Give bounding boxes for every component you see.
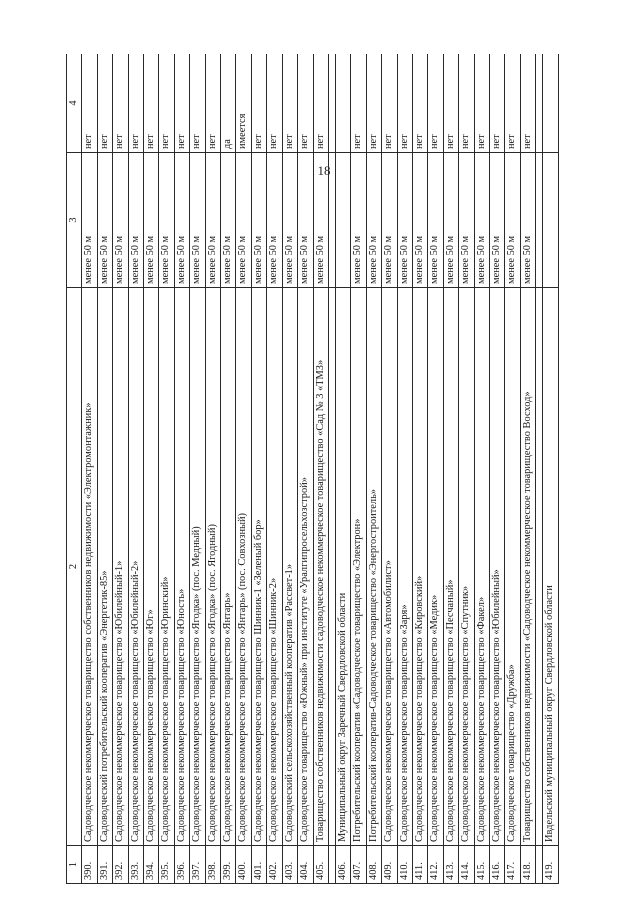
- row-name-cell: Муниципальный округ Заречный Свердловской области: [335, 288, 350, 846]
- row-availability-cell: нет: [205, 54, 220, 153]
- row-number-cell: 408.: [366, 846, 381, 884]
- row-name-cell: Садоводческое некоммерческое товарищество собственников недвижимости «Электромонтажник»: [82, 288, 97, 846]
- row-availability-cell: нет: [128, 54, 143, 153]
- row-number-cell: 399.: [221, 846, 236, 884]
- row-name-cell: Садоводческое некоммерческое товарищество «Юбилейный-1»: [113, 288, 128, 846]
- row-availability-cell: нет: [443, 54, 458, 153]
- separator-cell: [536, 153, 543, 288]
- row-availability-cell: нет: [520, 54, 535, 153]
- row-availability-cell: нет: [298, 54, 313, 153]
- row-name-cell: Садоводческое товарищество «Дружба»: [505, 288, 520, 846]
- row-availability-cell: нет: [267, 54, 282, 153]
- row-number-cell: 394.: [144, 846, 159, 884]
- row-number-cell: 390.: [82, 846, 97, 884]
- table-row: [366, 54, 381, 884]
- table-row: [267, 54, 282, 884]
- row-name-cell: Садоводческое некоммерческое товарищество «Кировский»: [412, 288, 427, 846]
- table-row: [128, 54, 143, 884]
- row-availability-cell: нет: [251, 54, 266, 153]
- table-row: [174, 54, 189, 884]
- row-name-cell: Садоводческий потребительский кооператив «Энергетик-85»: [97, 288, 112, 846]
- row-number-cell: 410.: [397, 846, 412, 884]
- row-availability-cell: нет: [97, 54, 112, 153]
- row-number-cell: 396.: [174, 846, 189, 884]
- row-distance-cell: менее 50 м: [298, 153, 313, 288]
- row-name-cell: Садоводческое некоммерческое товарищество «Янтарь» (пос. Совхозный): [236, 288, 251, 846]
- separator-cell: [328, 54, 335, 153]
- separator-cell: [536, 288, 543, 846]
- row-distance-cell: менее 50 м: [313, 153, 328, 288]
- separator-cell: [328, 846, 335, 884]
- table-row: [313, 54, 328, 884]
- table-row: [428, 54, 443, 884]
- table-row: [236, 54, 251, 884]
- row-availability-cell: нет: [474, 54, 489, 153]
- row-availability-cell: имеется: [236, 54, 251, 153]
- row-availability-cell: нет: [282, 54, 297, 153]
- table-body: [82, 54, 558, 884]
- row-availability-cell: нет: [351, 54, 366, 153]
- row-distance-cell: менее 50 м: [282, 153, 297, 288]
- row-name-cell: Товарищество собственников недвижимости садоводческое некоммерческое товарищество «Сад № 3 «ТМЗ»: [313, 288, 328, 846]
- row-distance-cell: [335, 153, 350, 288]
- row-name-cell: Потребительский кооператив «Садоводческое товарищество «Электрон»: [351, 288, 366, 846]
- row-distance-cell: менее 50 м: [412, 153, 427, 288]
- row-distance-cell: менее 50 м: [505, 153, 520, 288]
- table-row: [397, 54, 412, 884]
- row-distance-cell: менее 50 м: [159, 153, 174, 288]
- row-number-cell: 401.: [251, 846, 266, 884]
- row-availability-cell: нет: [113, 54, 128, 153]
- row-name-cell: Садоводческое некоммерческое товарищество «Юность»: [174, 288, 189, 846]
- row-number-cell: 392.: [113, 846, 128, 884]
- row-name-cell: Садоводческое некоммерческое товарищество Шинник-1 «Зеленый бор»: [251, 288, 266, 846]
- row-availability-cell: нет: [382, 54, 397, 153]
- table-row: [459, 54, 474, 884]
- table-separator-row: [536, 54, 543, 884]
- row-availability-cell: нет: [144, 54, 159, 153]
- row-distance-cell: менее 50 м: [366, 153, 381, 288]
- row-distance-cell: менее 50 м: [459, 153, 474, 288]
- table-row: [489, 54, 504, 884]
- row-name-cell: Садоводческое некоммерческое товарищество «Автомобилист»: [382, 288, 397, 846]
- table-row: [221, 54, 236, 884]
- row-distance-cell: менее 50 м: [144, 153, 159, 288]
- table-row: [382, 54, 397, 884]
- separator-cell: [328, 153, 335, 288]
- table-row: [159, 54, 174, 884]
- row-number-cell: 409.: [382, 846, 397, 884]
- table-row: [190, 54, 205, 884]
- row-distance-cell: менее 50 м: [113, 153, 128, 288]
- row-number-cell: 417.: [505, 846, 520, 884]
- row-name-cell: Садоводческое некоммерческое товарищество «Шинник-2»: [267, 288, 282, 846]
- table-row: [474, 54, 489, 884]
- row-number-cell: 418.: [520, 846, 535, 884]
- header-col-1: 1: [67, 846, 82, 884]
- row-number-cell: 414.: [459, 846, 474, 884]
- table-row: [282, 54, 297, 884]
- row-name-cell: Садоводческое некоммерческое товарищество «Юг»: [144, 288, 159, 846]
- row-number-cell: 398.: [205, 846, 220, 884]
- row-distance-cell: [543, 153, 558, 288]
- row-distance-cell: менее 50 м: [128, 153, 143, 288]
- table-row: [82, 54, 97, 884]
- row-name-cell: Садоводческое некоммерческое товарищество «Заря»: [397, 288, 412, 846]
- header-col-3: 3: [67, 153, 82, 288]
- row-availability-cell: нет: [397, 54, 412, 153]
- row-number-cell: 397.: [190, 846, 205, 884]
- table-row: [251, 54, 266, 884]
- row-name-cell: Садоводческое некоммерческое товарищество «Спутник»: [459, 288, 474, 846]
- row-availability-cell: нет: [159, 54, 174, 153]
- row-name-cell: Садоводческое некоммерческое товарищество «Ягодка» (пос. Ягодный): [205, 288, 220, 846]
- row-distance-cell: менее 50 м: [382, 153, 397, 288]
- separator-cell: [536, 846, 543, 884]
- row-number-cell: 391.: [97, 846, 112, 884]
- table-row: [335, 54, 350, 884]
- row-number-cell: 395.: [159, 846, 174, 884]
- row-name-cell: Ивдельский муниципальный округ Свердловской области: [543, 288, 558, 846]
- register-table: [66, 54, 559, 884]
- row-number-cell: 412.: [428, 846, 443, 884]
- table-row: [505, 54, 520, 884]
- rotated-page-area: [66, 54, 610, 884]
- page-number: 18: [317, 163, 331, 178]
- row-name-cell: Товарищество собственников недвижимости «Садоводческое некоммерческое товарищество Восход»: [520, 288, 535, 846]
- separator-cell: [328, 288, 335, 846]
- row-availability-cell: нет: [412, 54, 427, 153]
- row-name-cell: Садоводческий сельскохозяйственный кооператив «Рассвет-1»: [282, 288, 297, 846]
- row-distance-cell: менее 50 м: [221, 153, 236, 288]
- row-number-cell: 393.: [128, 846, 143, 884]
- row-availability-cell: нет: [505, 54, 520, 153]
- row-number-cell: 406.: [335, 846, 350, 884]
- row-distance-cell: менее 50 м: [474, 153, 489, 288]
- row-name-cell: Садоводческое некоммерческое товарищество «Песчаный»: [443, 288, 458, 846]
- row-name-cell: Садоводческое некоммерческое товарищество «Янтарь»: [221, 288, 236, 846]
- header-col-2: 2: [67, 288, 82, 846]
- row-availability-cell: нет: [174, 54, 189, 153]
- row-name-cell: Садоводческое некоммерческое товарищество «Юбилейный»: [489, 288, 504, 846]
- row-distance-cell: менее 50 м: [82, 153, 97, 288]
- row-number-cell: 402.: [267, 846, 282, 884]
- row-availability-cell: нет: [366, 54, 381, 153]
- row-name-cell: Садоводческое некоммерческое товарищество «Ягодка» (пос. Медный): [190, 288, 205, 846]
- row-availability-cell: нет: [190, 54, 205, 153]
- table-row: [351, 54, 366, 884]
- row-availability-cell: нет: [428, 54, 443, 153]
- row-distance-cell: менее 50 м: [351, 153, 366, 288]
- row-distance-cell: менее 50 м: [443, 153, 458, 288]
- row-name-cell: Садоводческое товарищество «Южный» при институте «Уралгипросельхозстрой»: [298, 288, 313, 846]
- table-row: [97, 54, 112, 884]
- table-row: [205, 54, 220, 884]
- row-number-cell: 400.: [236, 846, 251, 884]
- row-number-cell: 404.: [298, 846, 313, 884]
- table-separator-row: [328, 54, 335, 884]
- row-distance-cell: менее 50 м: [489, 153, 504, 288]
- row-distance-cell: менее 50 м: [190, 153, 205, 288]
- header-col-4: 4: [67, 54, 82, 153]
- row-availability-cell: нет: [82, 54, 97, 153]
- row-number-cell: 419.: [543, 846, 558, 884]
- row-distance-cell: менее 50 м: [174, 153, 189, 288]
- row-number-cell: 405.: [313, 846, 328, 884]
- row-number-cell: 415.: [474, 846, 489, 884]
- row-number-cell: 407.: [351, 846, 366, 884]
- row-distance-cell: менее 50 м: [428, 153, 443, 288]
- table-row: [443, 54, 458, 884]
- table-row: [412, 54, 427, 884]
- separator-cell: [536, 54, 543, 153]
- row-number-cell: 416.: [489, 846, 504, 884]
- table-row: [520, 54, 535, 884]
- table-header-row: [67, 54, 82, 884]
- row-availability-cell: нет: [459, 54, 474, 153]
- row-name-cell: Садоводческое некоммерческое товарищество «Юбилейный-2»: [128, 288, 143, 846]
- row-number-cell: 411.: [412, 846, 427, 884]
- rotated-table-container: [66, 54, 610, 884]
- row-distance-cell: менее 50 м: [520, 153, 535, 288]
- row-distance-cell: менее 50 м: [236, 153, 251, 288]
- row-name-cell: Потребительский кооператив-Садоводческое товарищество «Энергостроитель»: [366, 288, 381, 846]
- row-distance-cell: менее 50 м: [97, 153, 112, 288]
- row-number-cell: 403.: [282, 846, 297, 884]
- row-distance-cell: менее 50 м: [205, 153, 220, 288]
- row-availability-cell: да: [221, 54, 236, 153]
- row-number-cell: 413.: [443, 846, 458, 884]
- row-distance-cell: менее 50 м: [267, 153, 282, 288]
- row-availability-cell: нет: [489, 54, 504, 153]
- row-name-cell: Садоводческое некоммерческое товарищество «Медик»: [428, 288, 443, 846]
- row-name-cell: Садоводческое некоммерческое товарищество «Юринский»: [159, 288, 174, 846]
- row-availability-cell: [543, 54, 558, 153]
- table-row: [113, 54, 128, 884]
- row-name-cell: Садоводческое некоммерческое товарищество «Факел»: [474, 288, 489, 846]
- table-row: [298, 54, 313, 884]
- table-row: [543, 54, 558, 884]
- table-row: [144, 54, 159, 884]
- row-availability-cell: нет: [313, 54, 328, 153]
- row-availability-cell: [335, 54, 350, 153]
- row-distance-cell: менее 50 м: [251, 153, 266, 288]
- row-distance-cell: менее 50 м: [397, 153, 412, 288]
